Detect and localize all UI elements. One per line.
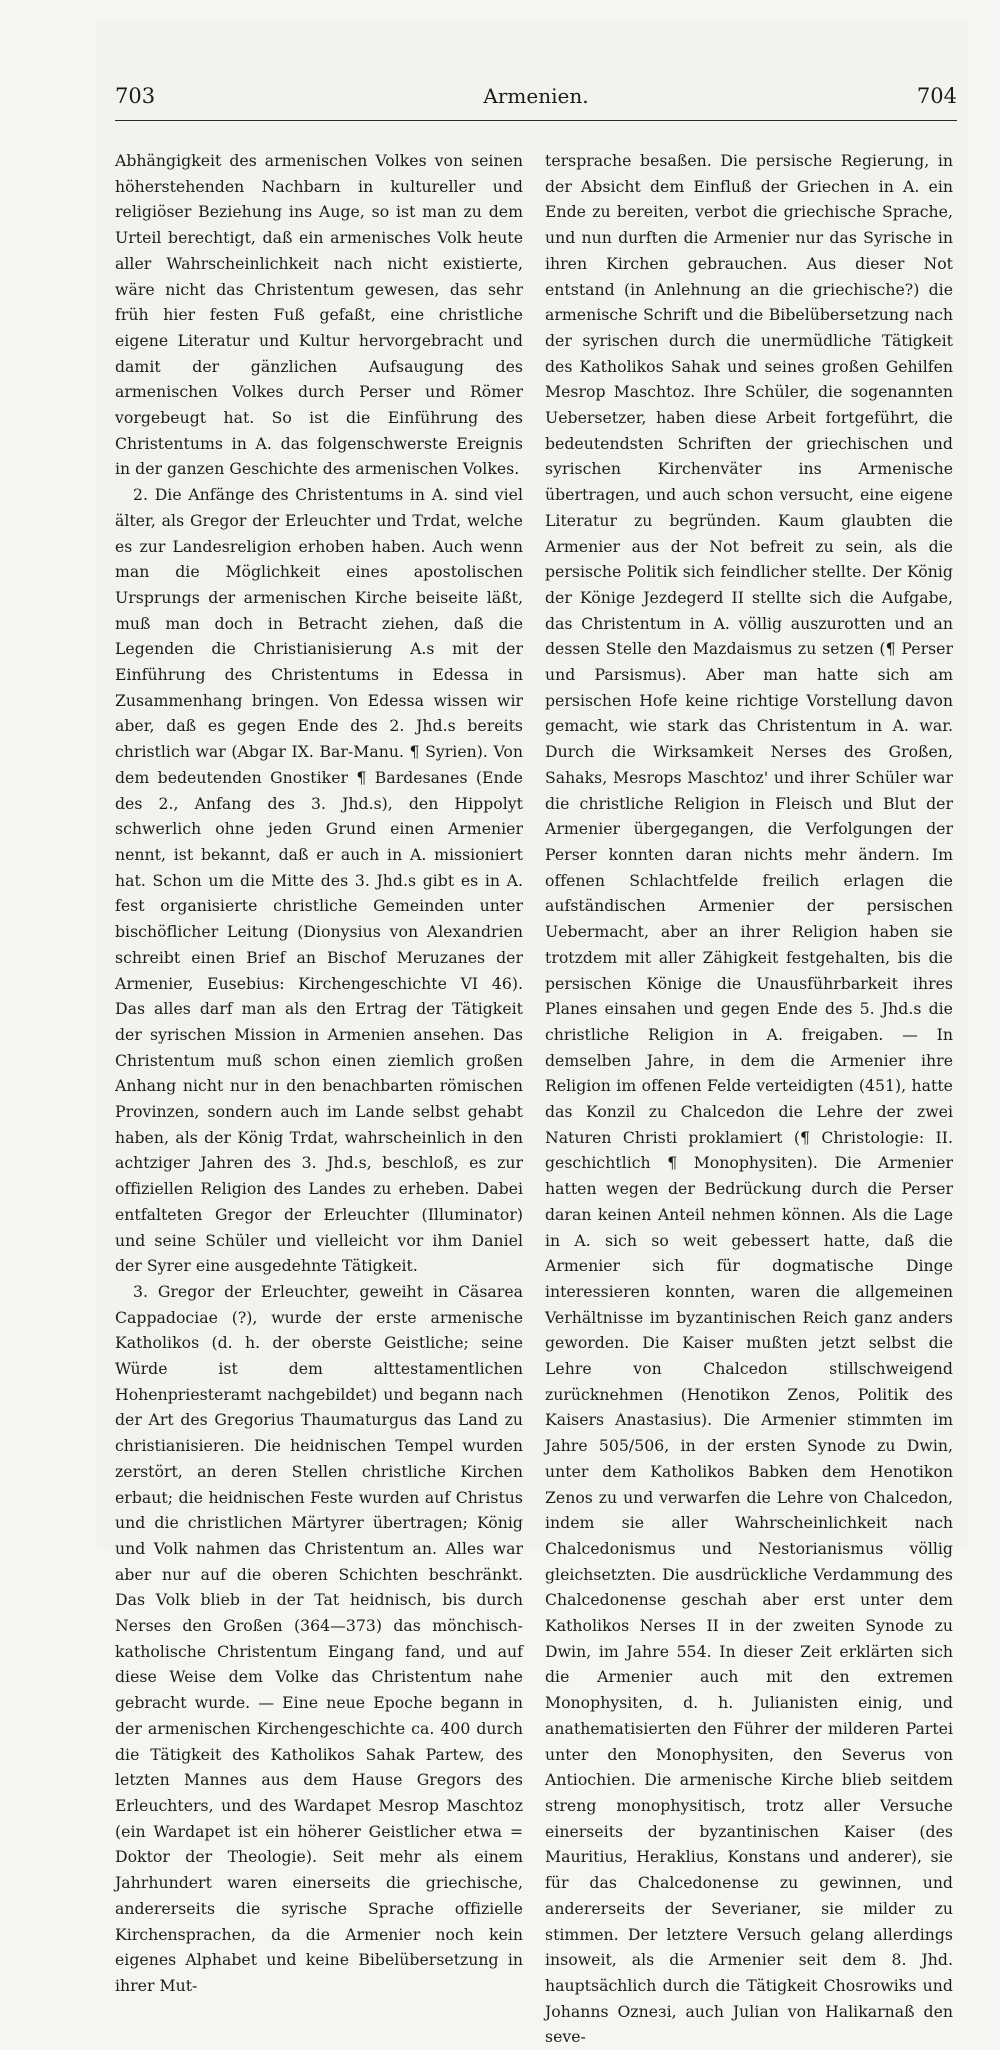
paragraph: tersprache besaßen. Die persische Regierung, in der Absicht dem Einfluß der Griechen in A. ein Ende zu bereiten, verbot die griechische Sprache, und nun durften die Armenier nur das Syrische in ihren Kirchen gebrauchen. Aus dieser Not entstand (in Anlehnung an die griechische?) die armenische Schrift und die Bibelübersetzung nach der syrischen durch die unermüdliche Tätigkeit des Katholikos Sahak und seines großen Gehilfen Mesrop Maschtoz. Ihre Schüler, die sogenannten Uebersetzer, haben diese Arbeit fortgeführt, die bedeutendsten Schriften der griechischen und syrischen Kirchenväter ins Armenische übertragen, und auch schon versucht, eine eigene Literatur zu begründen. Kaum glaubten die Armenier aus der Not befreit zu sein, als die persische Politik sich feindlicher stellte. Der König der Könige Jezdegerd II stellte sich die Aufgabe, das Christentum in A. völlig auszurotten und an dessen Stelle den Mazdaismus zu setzen (¶ Perser und Parsismus). Aber man hatte sich am persischen Hofe keine richtige Vorstellung davon gemacht, wie stark das Christentum in A. war. Durch die Wirksamkeit Nerses des Großen, Sahaks, Mesrops Maschtoz' und ihrer Schüler war die christliche Religion in Fleisch und Blut der Armenier übergegangen, die Verfolgungen der Perser konnten daran nichts mehr ändern. Im offenen Schlachtfelde freilich erlagen die aufständischen Armenier der persischen Uebermacht, aber an ihrer Religion haben sie trotzdem mit aller Zähigkeit festgehalten, bis die persischen Könige die Unausführbarkeit ihres Planes einsahen und gegen Ende des 5. Jhd.s die christliche Religion in A. freigaben. — In demselben Jahre, in dem die Armenier ihre Religion im offenen Felde verteidigten (451), hatte das Konzil zu Chalcedon die Lehre der zwei Naturen Christi proklamiert (¶ Christologie: II. geschichtlich ¶ Monophysiten). Die Armenier hatten wegen der Bedrückung durch die Perser daran keinen Anteil nehmen können. Als die Lage in A. sich so weit gebessert hatte, daß die Armenier sich für dogmatische Dinge interessieren konnten, waren die allgemeinen Verhältnisse im byzantinischen Reich ganz anders geworden. Die Kaiser mußten jetzt selbst die Lehre von Chalcedon stillschweigend zurücknehmen (Henotikon Zenos, Politik des Kaisers Anastasius). Die Armenier stimmten im Jahre 505/506, in der ersten Synode zu Dwin, unter dem Katholikos Babken dem Henotikon Zenos zu und verwarfen die Lehre von Chalcedon, indem sie aller Wahrscheinlichkeit nach Chalcedonismus und Nestorianismus völlig gleichsetzten. Die ausdrückliche Verdammung des Chalcedonense geschah aber erst unter dem Katholikos Nerses II in der zweiten Synode zu Dwin, im Jahre 554. In dieser Zeit erklärten sich die Armenier auch mit den extremen Monophysiten, d. h. Julianisten einig, und anathematisierten den Führer der milderen Partei unter den Monophysiten, den Severus von Antiochien. Die armenische Kirche blieb seitdem streng monophysitisch, trotz aller Versuche einerseits der byzantinischen Kaiser (des Mauritius, Heraklius, Konstans und anderer), sie für das Chalcedonense zu gewinnen, und andererseits der Severianer, sie milder zu stimmen. Der letztere Versuch gelang allerdings insoweit, als die Armenier seit dem 8. Jhd. hauptsächlich durch die Tätigkeit Chosrowiks und Johanns Ozneзi, auch Julian von Halikarnaß den seve- bbox=[545, 151, 953, 2047]
paragraph: Abhängigkeit des armenischen Volkes von seinen höherstehenden Nachbarn in kultureller und religiöser Beziehung ins Auge, so ist man zu dem Urteil berechtigt, daß ein armenisches Volk heute aller Wahrscheinlichkeit nach nicht existierte, wäre nicht das Christentum gewesen, das sehr früh hier festen Fuß gefaßt, eine christliche eigene Literatur und Kultur hervorgebracht und damit der gänzlichen Aufsaugung des armenischen Volkes durch Perser und Römer vorgebeugt hat. So ist die Einführung des Christentums in A. das folgenschwerste Ereignis in der ganzen Geschichte des armenischen Volkes. bbox=[115, 151, 523, 479]
paragraph: 3. Gregor der Erleuchter, geweiht in Cäsarea Cappadociae (?), wurde der erste armenische Katholikos (d. h. der oberste Geistliche; seine Würde ist dem alttestamentlichen Hohenpriesteramt nachgebildet) und begann nach der Art des Gregorius Thaumaturgus das Land zu christianisieren. Die heidnischen Tempel wurden zerstört, an deren Stellen christliche Kirchen erbaut; die heidnischen Feste wurden auf Christus und die christlichen Märtyrer übertragen; König und Volk nahmen das Christentum an. Alles war aber nur auf die oberen Schichten beschränkt. Das Volk blieb in der Tat heidnisch, bis durch Nerses den Großen (364—373) das mönchisch-katholische Christentum Eingang fand, und auf diese Weise dem Volke das Christentum nahe gebracht wurde. — Eine neue Epoche begann in der armenischen Kirchengeschichte ca. 400 durch die Tätigkeit des Katholikos Sahak Partew, des letzten Mannes aus dem Hause Gregors des Erleuchters, und des Wardapet Mesrop Maschtoz (ein Wardapet ist ein höherer Geistlicher etwa = Doktor der Theologie). Seit mehr als einem Jahrhundert waren einerseits die griechische, andererseits die syrische Sprache offizielle Kirchensprachen, da die Armenier noch kein eigenes Alphabet und keine Bibelübersetzung in ihrer Mut- bbox=[115, 1281, 523, 1995]
right-column bbox=[545, 148, 953, 2050]
page-number-left: 703 bbox=[115, 84, 156, 108]
page-number-right: 704 bbox=[916, 84, 957, 108]
left-column bbox=[115, 148, 523, 1999]
book-page bbox=[97, 20, 967, 2047]
paragraph: 2. Die Anfänge des Christentums in A. sind viel älter, als Gregor der Erleuchter und Trdat, welche es zur Landesreligion erhoben haben. Auch wenn man die Möglichkeit eines apostolischen Ursprungs der armenischen Kirche beiseite läßt, muß man doch in Betracht ziehen, daß die Legenden die Christianisierung A.s mit der Einführung des Christentums in Edessa in Zusammenhang bringen. Von Edessa wissen wir aber, daß es gegen Ende des 2. Jhd.s bereits christlich war (Abgar IX. Bar-Manu. ¶ Syrien). Von dem bedeutenden Gnostiker ¶ Bardesanes (Ende des 2., Anfang des 3. Jhd.s), den Hippolyt schwerlich ohne jeden Grund einen Armenier nennt, ist bekannt, daß er auch in A. missioniert hat. Schon um die Mitte des 3. Jhd.s gibt es in A. fest organisierte christliche Gemeinden unter bischöflicher Leitung (Dionysius von Alexandrien schreibt einen Brief an Bischof Meruzanes der Armenier, Eusebius: Kirchengeschichte VI 46). Das alles darf man als den Ertrag der Tätigkeit der syrischen Mission in Armenien ansehen. Das Christentum muß schon einen ziemlich großen Anhang nicht nur in den benachbarten römischen Provinzen, sondern auch im Lande selbst gehabt haben, als der König Trdat, wahrscheinlich in den achtziger Jahren des 3. Jhd.s, beschloß, es zur offiziellen Religion des Landes zu erheben. Dabei entfalteten Gregor der Erleuchter (Illuminator) und seine Schüler und vielleicht vor ihm Daniel der Syrer eine ausgedehnte Tätigkeit. bbox=[115, 485, 523, 1276]
running-title: Armenien. bbox=[483, 84, 589, 108]
running-header bbox=[115, 84, 957, 121]
